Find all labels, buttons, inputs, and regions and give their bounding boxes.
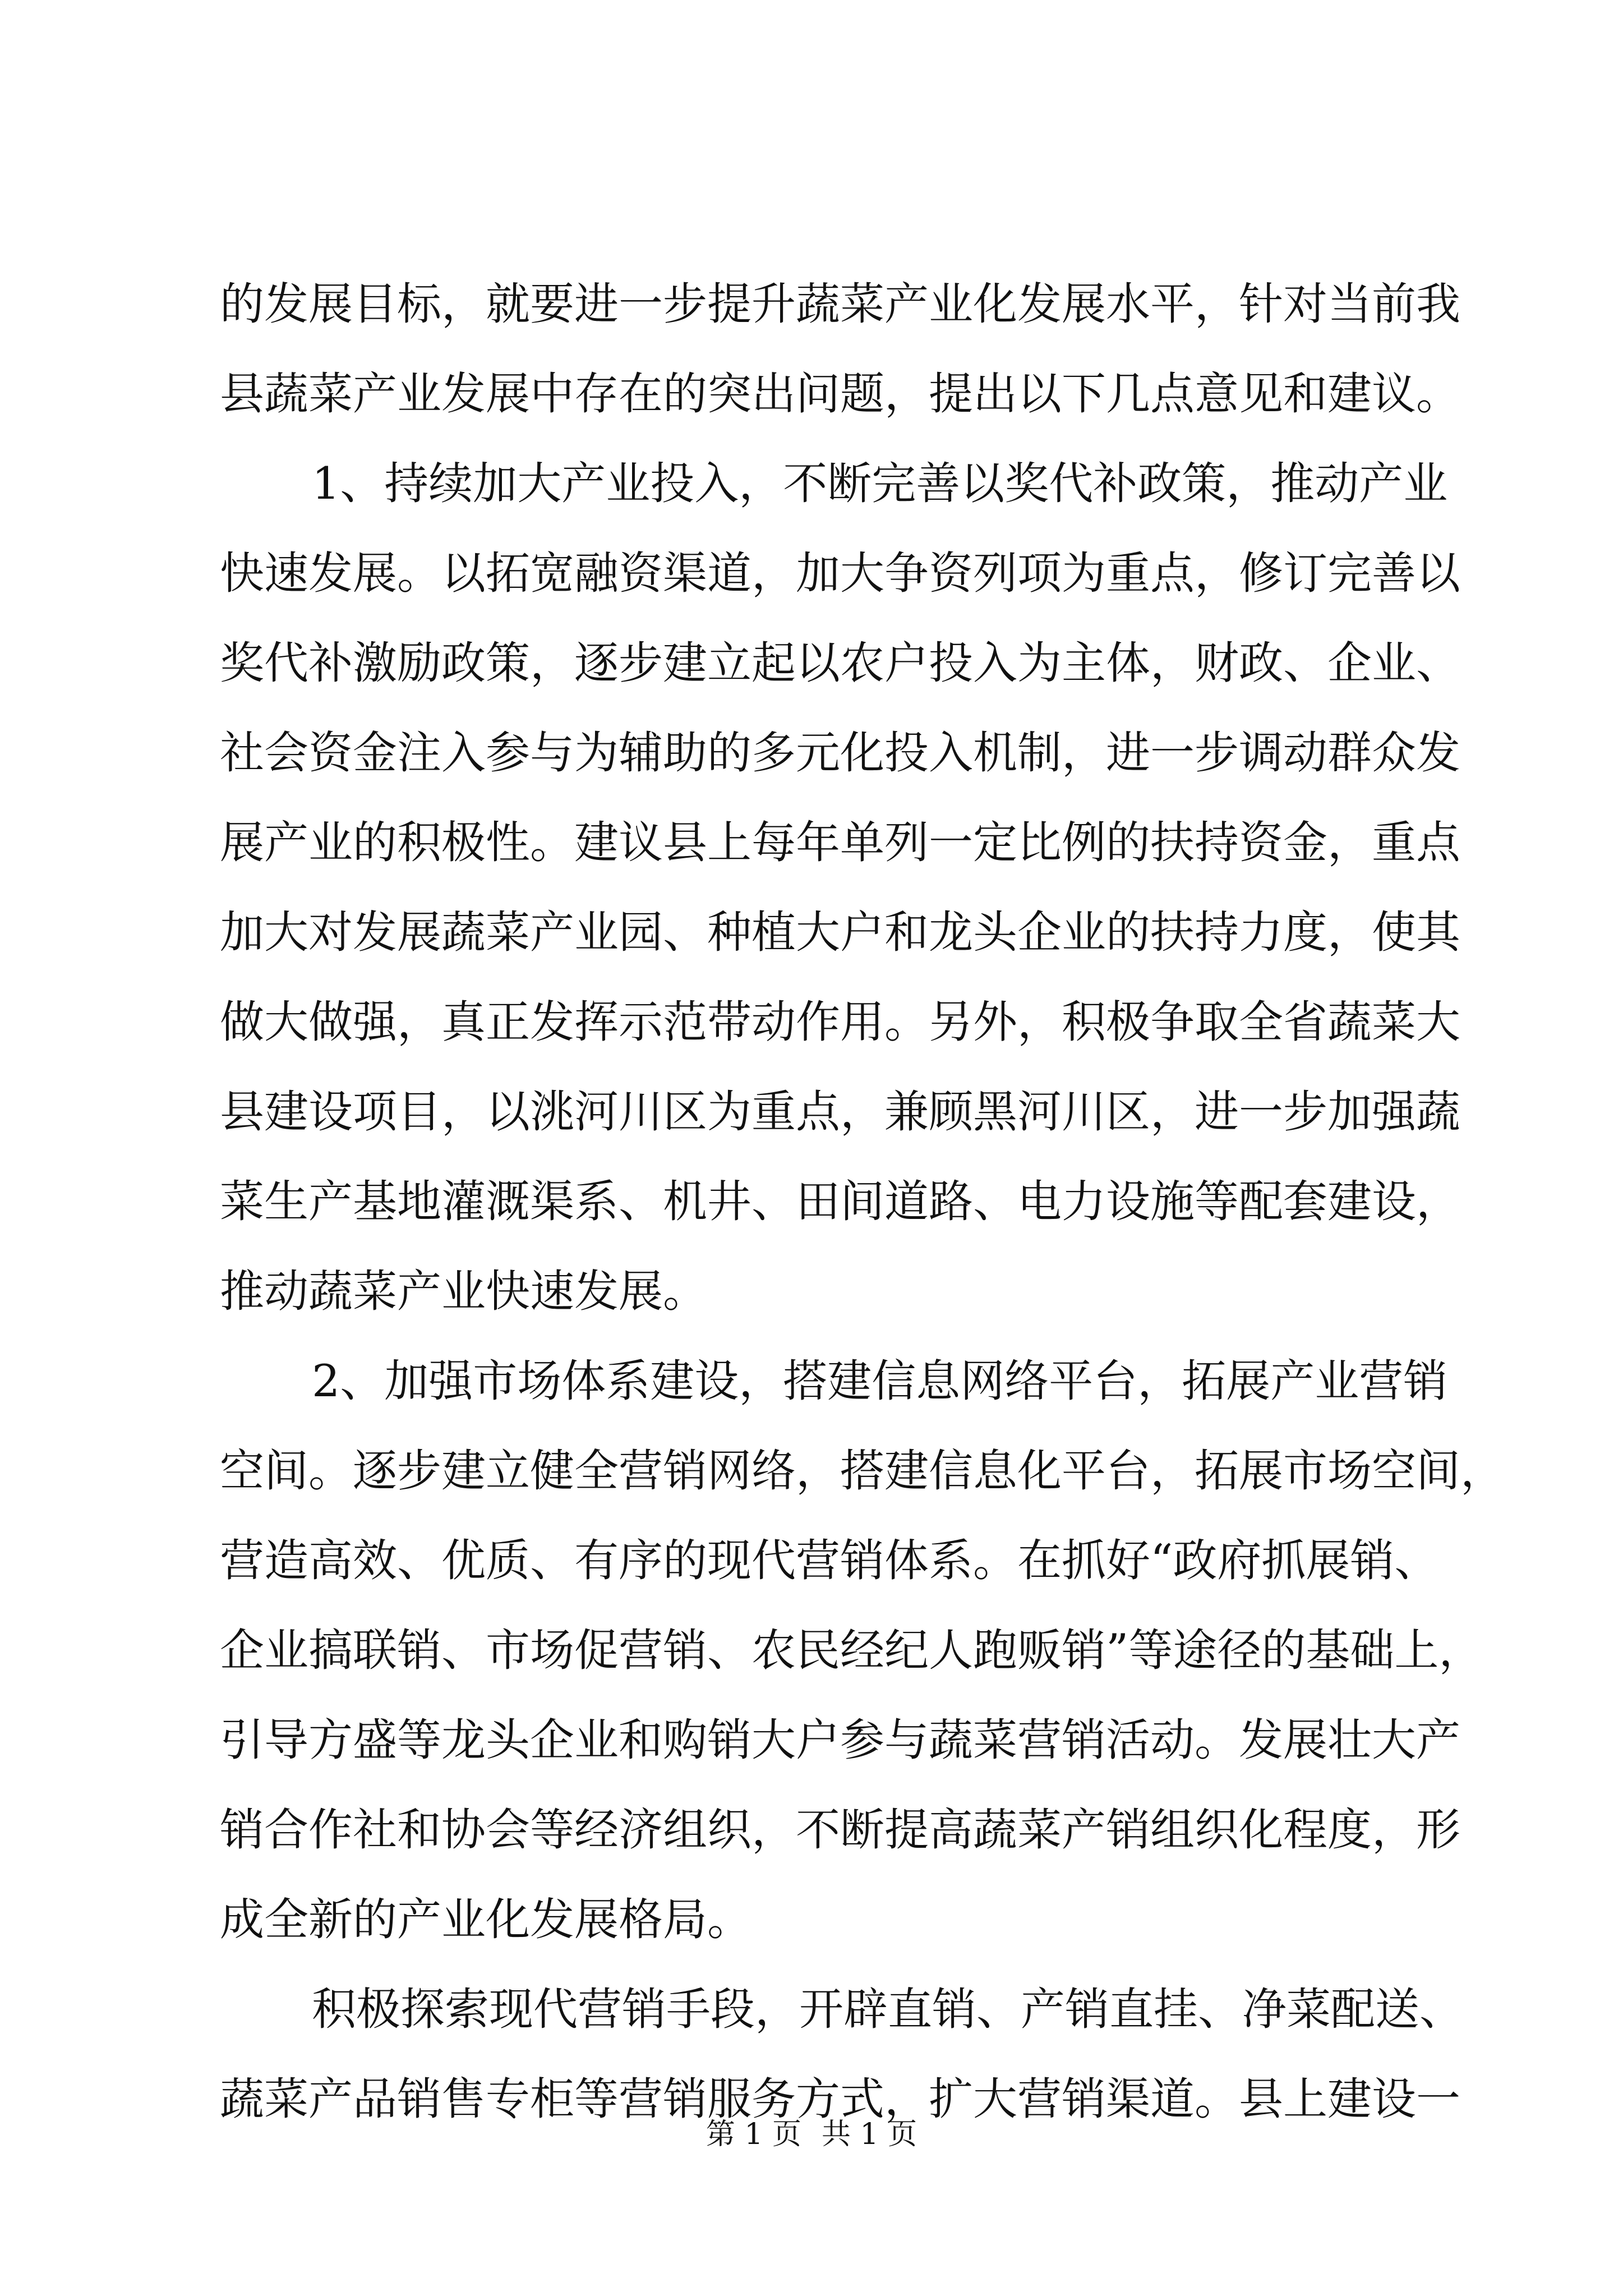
text-line: 奖代补激励政策，逐步建立起以农户投入为主体，财政、企业、	[220, 637, 1460, 689]
page-number: 第 1 页	[706, 2118, 801, 2151]
page-footer	[0, 2115, 1623, 2154]
body-text	[220, 259, 1505, 2144]
text-line: 引导方盛等龙头企业和购销大户参与蔬菜营销活动。发展壮大产	[220, 1714, 1460, 1766]
text-line: 的发展目标，就要进一步提升蔬菜产业化发展水平，针对当前我	[220, 278, 1460, 330]
text-line: 销合作社和协会等经济组织，不断提高蔬菜产销组织化程度，形	[220, 1804, 1460, 1856]
page-total: 共 1 页	[822, 2118, 917, 2151]
paragraph-start-line: 2、加强市场体系建设，搭建信息网络平台，拓展产业营销	[312, 1355, 1448, 1407]
text-line: 蔬菜产品销售专柜等营销服务方式，扩大营销渠道。县上建设一	[220, 2073, 1460, 2125]
text-line: 企业搞联销、市场促营销、农民经纪人跑贩销”等途径的基础上，	[220, 1625, 1483, 1676]
text-line: 推动蔬菜产业快速发展。	[220, 1266, 707, 1317]
text-line: 加大对发展蔬菜产业园、种植大户和龙头企业的扶持力度，使其	[220, 907, 1460, 958]
paragraph-start-line: 积极探索现代营销手段，开辟直销、产销直挂、净菜配送、	[312, 1984, 1464, 2035]
text-line: 成全新的产业化发展格局。	[220, 1894, 751, 1945]
text-line: 营造高效、优质、有序的现代营销体系。在抓好“政府抓展销、	[220, 1535, 1439, 1586]
text-line: 社会资金注入参与为辅助的多元化投入机制，进一步调动群众发	[220, 727, 1460, 779]
text-line: 县蔬菜产业发展中存在的突出问题，提出以下几点意见和建议。	[220, 368, 1460, 420]
text-line: 空间。逐步建立健全营销网络，搭建信息化平台，拓展市场空间，	[220, 1445, 1505, 1497]
text-line: 快速发展。以拓宽融资渠道，加大争资列项为重点，修订完善以	[220, 547, 1460, 599]
text-line: 展产业的积极性。建议县上每年单列一定比例的扶持资金，重点	[220, 817, 1460, 868]
paragraph-start-line: 1、持续加大产业投入，不断完善以奖代补政策，推动产业	[312, 458, 1448, 509]
text-line: 菜生产基地灌溉渠系、机井、田间道路、电力设施等配套建设，	[220, 1176, 1460, 1227]
text-line: 县建设项目，以洮河川区为重点，兼顾黑河川区，进一步加强蔬	[220, 1086, 1460, 1138]
text-line: 做大做强，真正发挥示范带动作用。另外，积极争取全省蔬菜大	[220, 996, 1460, 1048]
